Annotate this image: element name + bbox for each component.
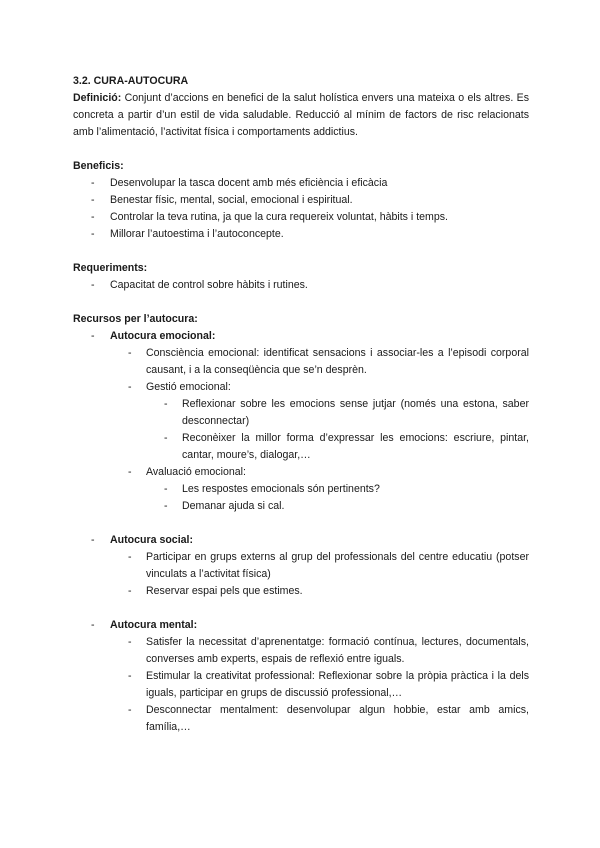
list-item: - Reflexionar sobre les emocions sense jutjar (només una estona, saber desconnectar) — [164, 398, 529, 427]
bullet-dash: - — [91, 279, 95, 291]
bullet-dash: - — [91, 619, 95, 631]
list-item: - Consciència emocional: identificat sensacions i associar-les a l’episodi corporal causant, i a la conseqüència que se’n desprèn. — [128, 347, 529, 376]
resource-social — [73, 532, 529, 600]
bullet-dash: - — [164, 500, 168, 512]
bullet-dash: - — [91, 177, 95, 189]
list-item: - Capacitat de control sobre hàbits i rutines. — [73, 277, 529, 294]
list-item: - Controlar la teva rutina, ja que la cura requereix voluntat, hàbits i temps. — [73, 209, 529, 226]
resources-heading: Recursos per l’autocura: — [73, 313, 198, 325]
list-item: - Benestar físic, mental, social, emocional i espiritual. — [73, 192, 529, 209]
list-item: - Avaluació emocional: - Les respostes emocionals són pertinents? - Demanar ajuda si cal. — [110, 464, 529, 515]
list-item: - Reservar espai pels que estimes. — [110, 583, 529, 600]
list-item: - Desconnectar mentalment: desenvolupar algun hobbie, estar amb amics, família,… — [128, 704, 529, 733]
bullet-dash: - — [91, 228, 95, 240]
bullet-dash: - — [128, 551, 132, 563]
bullet-dash: - — [128, 670, 132, 682]
bullet-dash: - — [128, 636, 132, 648]
bullet-dash: - — [91, 211, 95, 223]
list-item: - Les respostes emocionals són pertinents? — [146, 481, 529, 498]
list-item: - Millorar l’autoestima i l’autoconcepte. — [73, 226, 529, 243]
list-item: - Estimular la creativitat professional: Reflexionar sobre la pròpia pràctica i la dels iguals, participar en grups de discussió professional,… — [128, 670, 529, 699]
bullet-dash: - — [164, 483, 168, 495]
definition-label: Definició: — [73, 92, 122, 104]
bullet-dash: - — [128, 381, 132, 393]
bullet-dash: - — [128, 347, 132, 359]
section-title: 3.2. CURA-AUTOCURA — [73, 75, 189, 87]
bullet-dash: - — [91, 194, 95, 206]
list-item: - Reconèixer la millor forma d’expressar les emocions: escriure, pintar, cantar, moure’s, dialogar,… — [164, 432, 529, 461]
requirements-list — [73, 277, 529, 294]
bullet-dash: - — [164, 398, 168, 410]
document-body — [73, 73, 529, 736]
resources-list — [73, 328, 529, 736]
mental-title: Autocura mental: — [110, 619, 198, 631]
requirements-heading: Requeriments: — [73, 262, 148, 274]
emotional-title: Autocura emocional: — [110, 330, 216, 342]
benefits-heading: Beneficis: — [73, 160, 124, 172]
benefits-list — [73, 175, 529, 243]
list-item: - Demanar ajuda si cal. — [146, 498, 529, 515]
bullet-dash: - — [128, 704, 132, 716]
bullet-dash: - — [128, 585, 132, 597]
bullet-dash: - — [128, 466, 132, 478]
list-item: - Participar en grups externs al grup del professionals del centre educatiu (potser vinculats a l’activitat física) — [128, 551, 529, 580]
resource-emotional — [73, 328, 529, 515]
definition-paragraph — [73, 90, 529, 141]
bullet-dash: - — [91, 330, 95, 342]
list-item: - Satisfer la necessitat d’aprenentatge: formació contínua, lectures, documentals, converses amb experts, espais de reflexió entre iguals. — [128, 636, 529, 665]
list-item: - Gestió emocional: - Reflexionar sobre les emocions sense jutjar (només una estona, saber desconnectar) - Reconèixer la millor forma d’expressar les emocions: escriure, pintar, cantar, moure’s, dialogar,… — [110, 379, 529, 464]
resource-mental — [73, 617, 529, 736]
list-item: - Desenvolupar la tasca docent amb més eficiència i eficàcia — [73, 175, 529, 192]
bullet-dash: - — [91, 534, 95, 546]
bullet-dash: - — [164, 432, 168, 444]
social-title: Autocura social: — [110, 534, 194, 546]
definition-text: Conjunt d’accions en benefici de la salut holística envers una mateixa o els altres. Es concreta a partir d’un estil de vida saludable. Reducció al mínim de factors de risc relacionats amb l’alimentació, l’activitat física i comportaments addictius. — [73, 92, 529, 138]
